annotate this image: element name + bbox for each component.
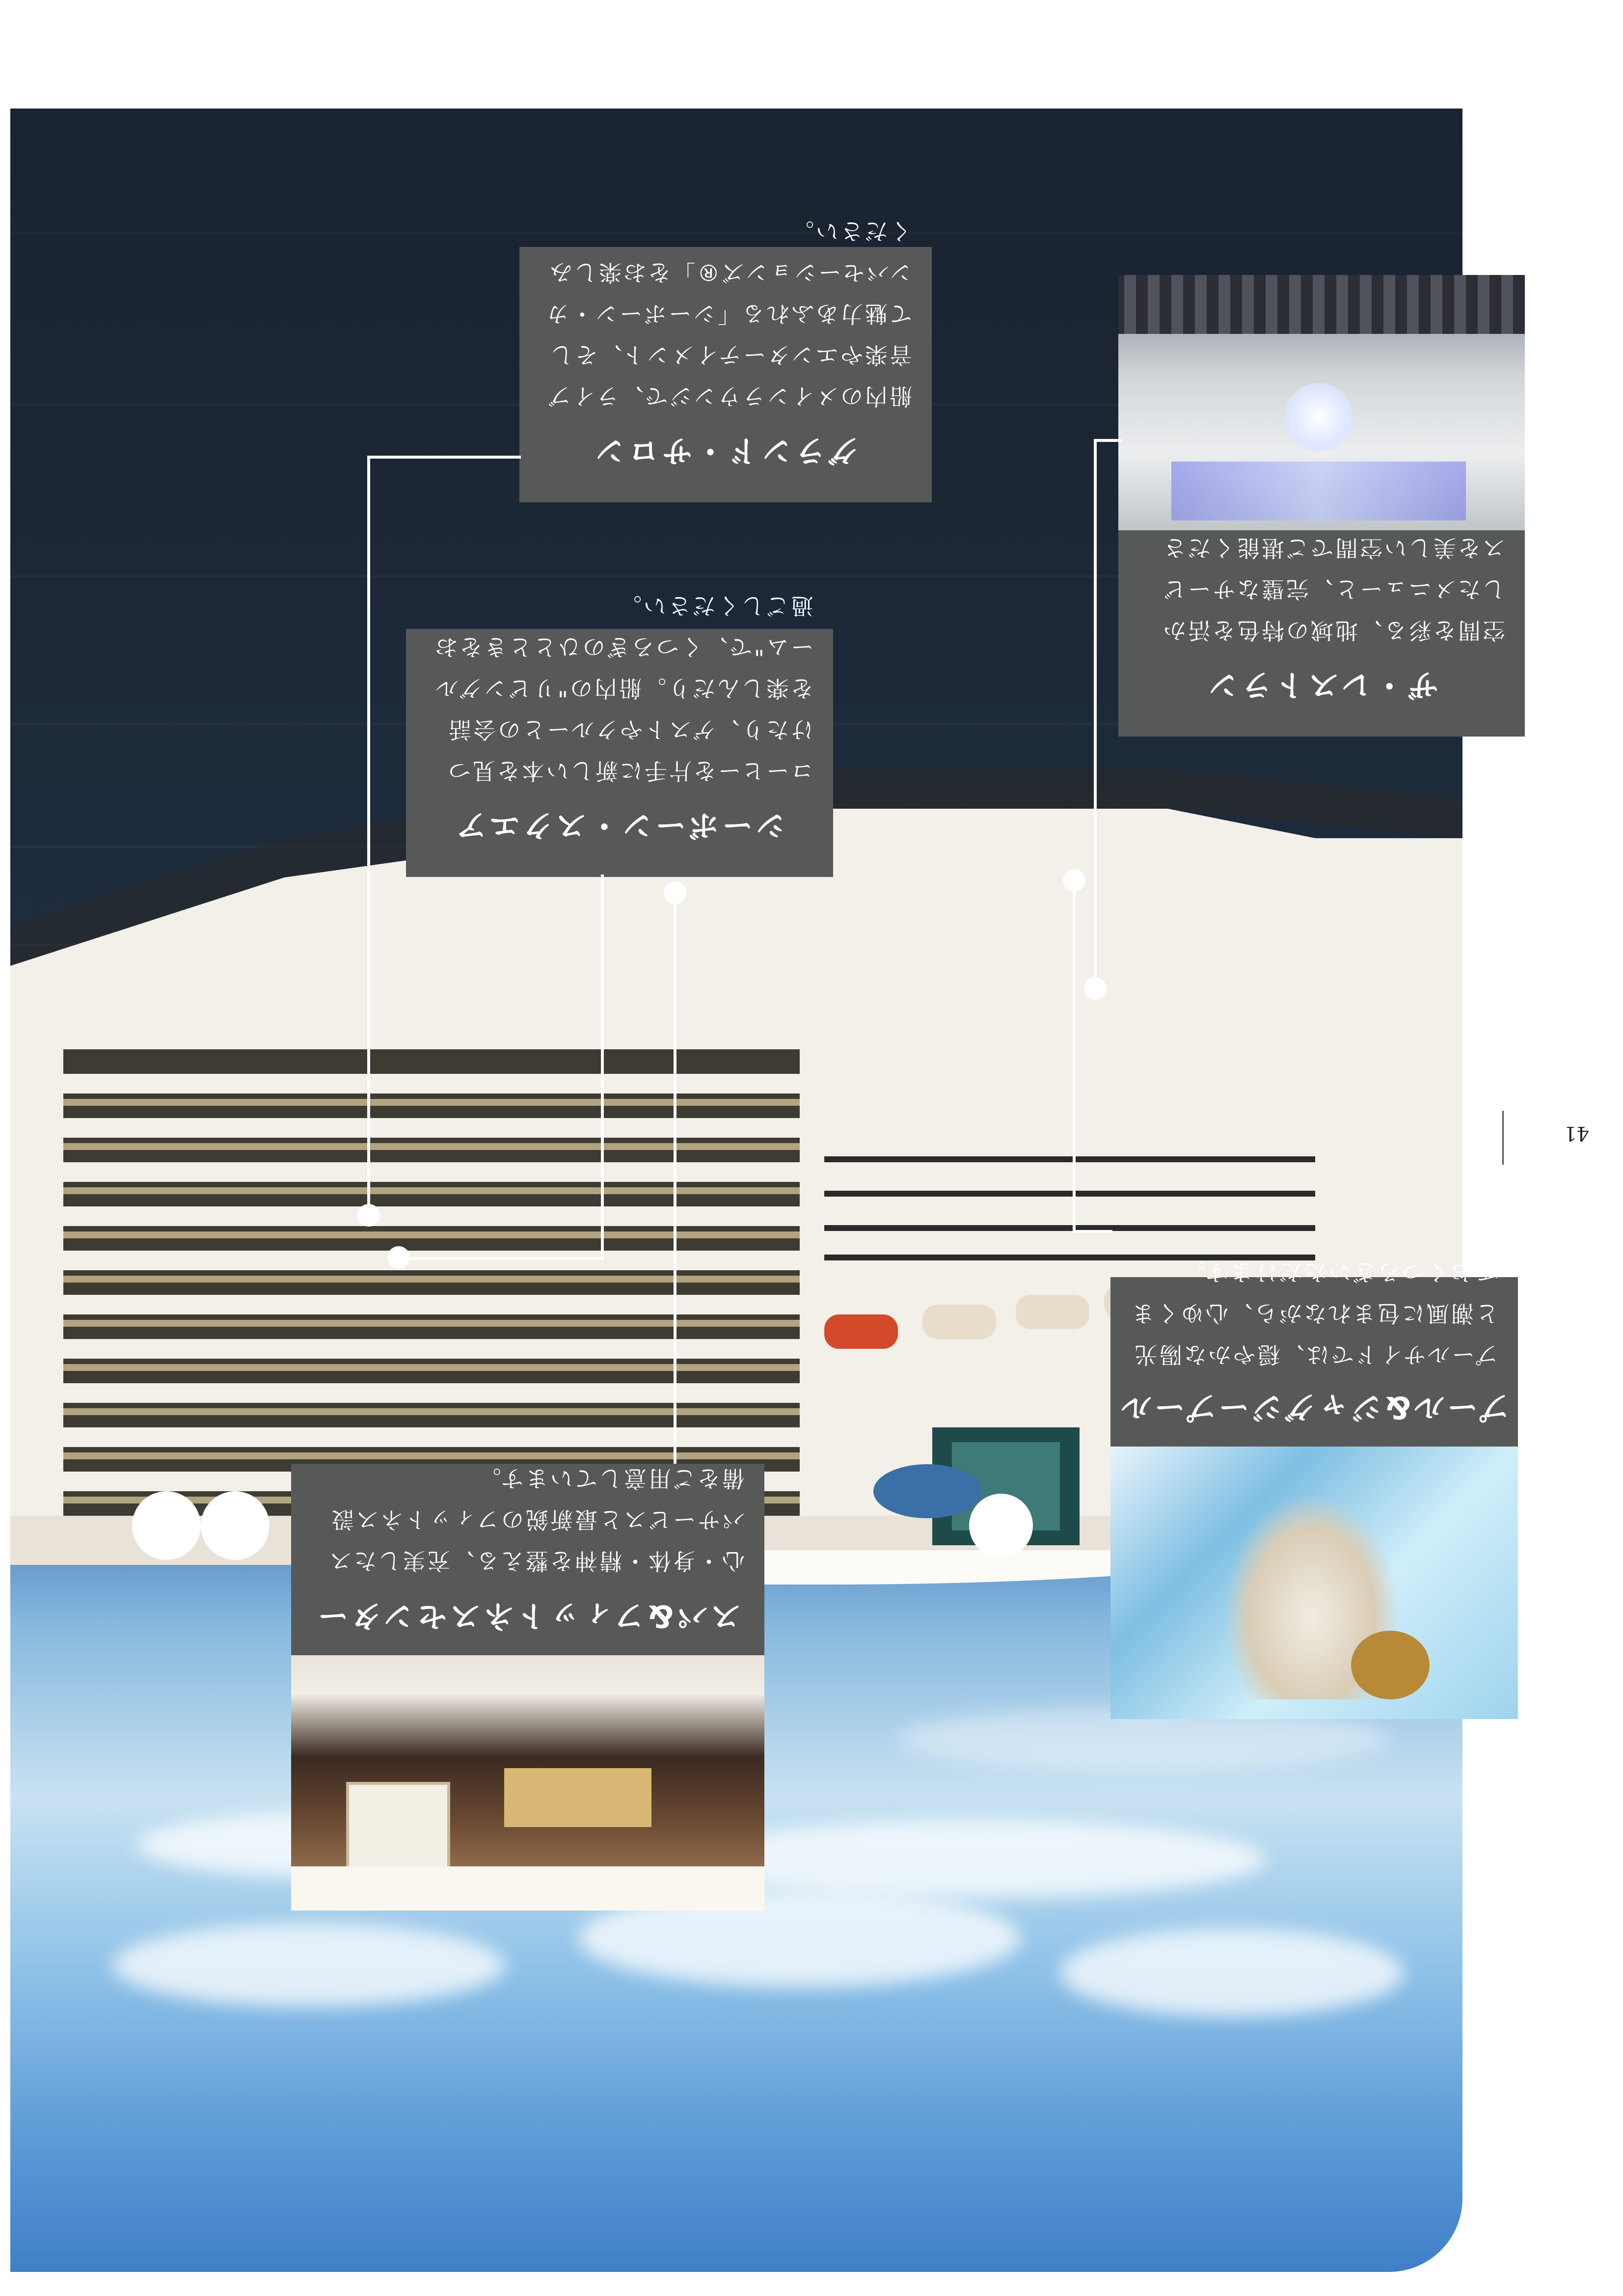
pool-photo (1110, 1447, 1518, 1719)
fitness-panel-body: 心・身体・精神を整える、充実したスパサービスと最新鋭のフィットネス設備をご用意しています。 (327, 1465, 745, 1574)
fitness-panel (291, 1464, 764, 1911)
restaurant-photo-glow (1171, 462, 1466, 520)
connector-salon-v (367, 456, 370, 1216)
pool-panel (1110, 1259, 1518, 1719)
salon-panel-body: 船内のメインラウンジで、ライブ音楽やエンターテイメント、そして魅力あふれる「シーボーン・カンバセーションズ®」をお楽しみください。 (544, 218, 912, 410)
fitness-panel-title: スパ&フィットネスセンター (315, 1598, 741, 1634)
fitness-photo-frame (346, 1782, 450, 1871)
connector-pool-v (1073, 884, 1076, 1233)
connector-square-h (399, 1257, 604, 1260)
callout-dot-salon (357, 1204, 380, 1227)
square-panel (406, 593, 833, 877)
callout-dot-square (387, 1246, 410, 1269)
pool-panel-body: プールサイドでは、穏やかな陽光と潮風に包まれながら、心ゆくまでおくつろぎいただけます。 (1130, 1259, 1498, 1368)
connector-restaurant-h (1097, 439, 1121, 442)
callout-dot-pool (1063, 869, 1085, 892)
square-panel-body: コーヒーを片手に新しい本を見つけたり、ゲストやクルーとの会話を楽しんだり。船内の"リビングルーム"で、くつろぎのひとときをお過ごしください。 (433, 593, 813, 784)
salon-panel (519, 218, 932, 502)
page-number: 41 (1564, 1122, 1589, 1145)
restaurant-photo-ceiling (1118, 275, 1525, 334)
connector-square-v (601, 875, 604, 1260)
connector-restaurant-v (1094, 439, 1097, 992)
pool-photo-hair (1351, 1631, 1430, 1699)
callout-dot-restaurant (1084, 977, 1107, 1000)
cloud (1060, 1928, 1404, 2017)
pool-panel-title: プール&ジャグジープール (1118, 1390, 1510, 1425)
restaurant-panel (1118, 275, 1525, 737)
cloud (112, 1923, 505, 2007)
salon-panel-title: グランド・サロン (592, 433, 860, 469)
connector-pool-h (1073, 1230, 1112, 1233)
square-panel-title: シーボーン・スクエア (453, 808, 786, 844)
restaurant-photo-light (1284, 383, 1353, 452)
callout-dot-fitness (664, 881, 686, 904)
restaurant-panel-body: 空間を彩る、地域の特色を活かしたメニューと、完璧なサービスを美しい空間でご堪能くださ (1162, 535, 1505, 644)
restaurant-photo (1118, 275, 1525, 530)
restaurant-panel-title: ザ・レストラン (1205, 667, 1438, 703)
connector-fitness-v (674, 887, 676, 1464)
fitness-photo (291, 1655, 764, 1911)
connector-salon-h (367, 456, 521, 459)
cloud (677, 1820, 1266, 1899)
fitness-photo-floor (291, 1866, 764, 1911)
fitness-photo-shelf (504, 1768, 651, 1827)
